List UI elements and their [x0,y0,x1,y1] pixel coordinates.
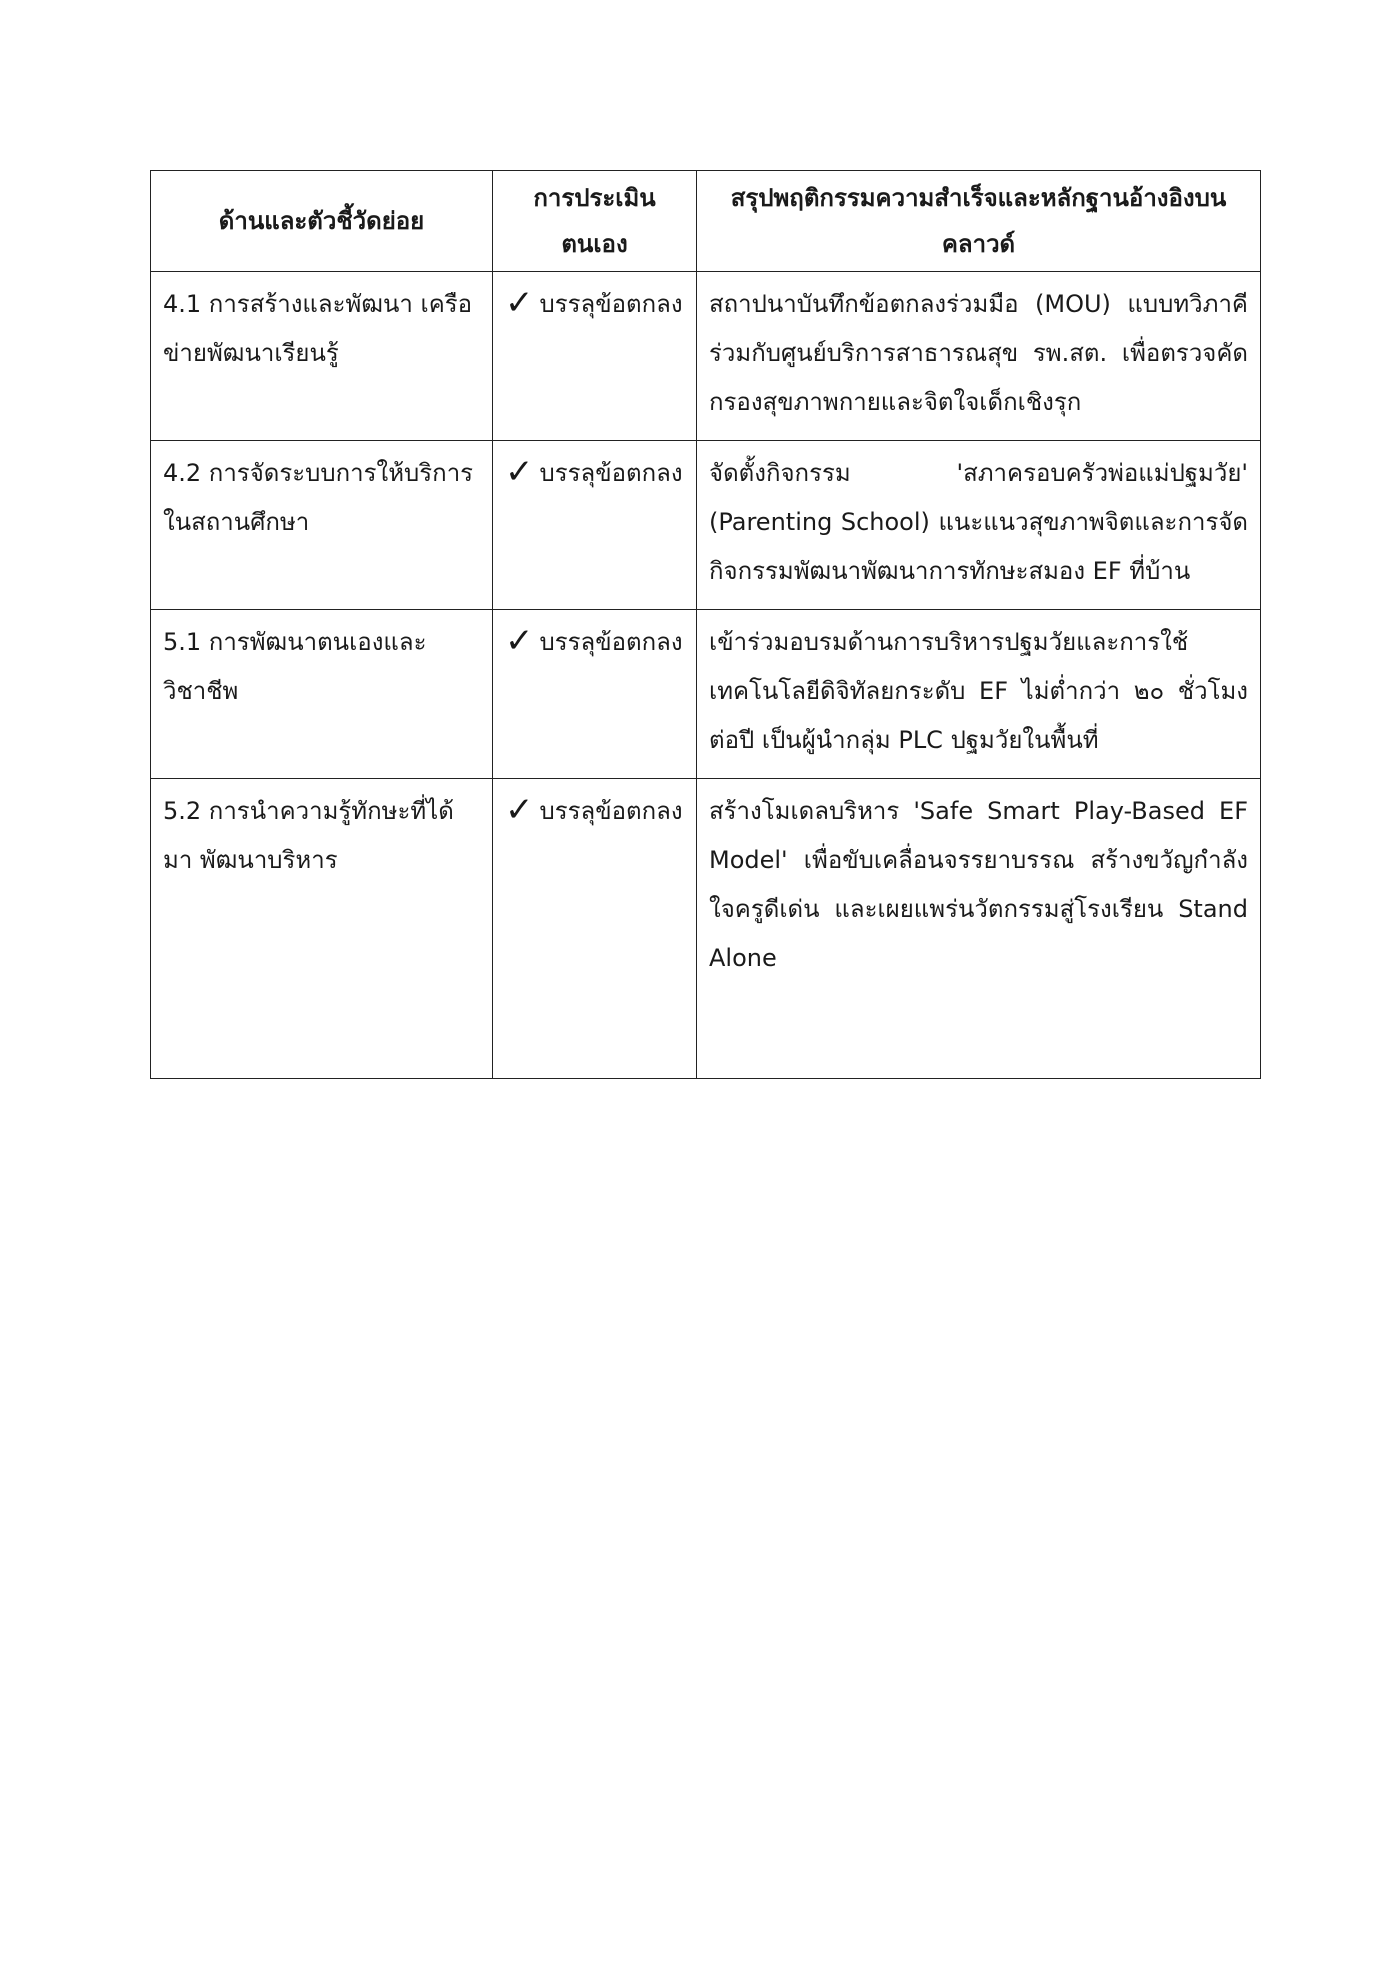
assessment-cell [493,610,697,779]
indicator-cell: 5.2 การนำความรู้ทักษะที่ได้มา พัฒนาบริหาร [151,779,493,1079]
header-self-assessment: การประเมิน ตนเอง [493,171,697,272]
summary-cell: จัดตั้งกิจกรรม 'สภาครอบครัวพ่อแม่ปฐมวัย' (Parenting School) แนะแนวสุขภาพจิตและการจัดกิจกรรมพัฒนาพัฒนาการทักษะสมอง EF ที่บ้าน [697,441,1261,610]
indicator-cell: 4.2 การจัดระบบการให้บริการ ในสถานศึกษา [151,441,493,610]
assessment-label: บรรลุข้อตกลง [539,797,683,825]
indicator-cell: 4.1 การสร้างและพัฒนา เครือข่ายพัฒนาเรียนรู้ [151,272,493,441]
table-row [151,610,1261,779]
header-indicator: ด้านและตัวชี้วัดย่อย [151,171,493,272]
table-header-row [151,171,1261,272]
check-icon: ✓ [505,790,534,830]
summary-cell: เข้าร่วมอบรมด้านการบริหารปฐมวัยและการใช้เทคโนโลยีดิจิทัลยกระดับ EF ไม่ต่ำกว่า ๒๐ ชั่วโมงต่อปี เป็นผู้นำกลุ่ม PLC ปฐมวัยในพื้นที่ [697,610,1261,779]
indicator-cell: 5.1 การพัฒนาตนเองและ วิชาชีพ [151,610,493,779]
check-icon: ✓ [505,283,534,323]
assessment-label: บรรลุข้อตกลง [539,628,683,656]
check-icon: ✓ [505,621,534,661]
assessment-label: บรรลุข้อตกลง [539,459,683,487]
table-row [151,272,1261,441]
summary-cell: สถาปนาบันทึกข้อตกลงร่วมมือ (MOU) แบบทวิภาคี ร่วมกับศูนย์บริการสาธารณสุข รพ.สต. เพื่อตรวจคัดกรองสุขภาพกายและจิตใจเด็กเชิงรุก [697,272,1261,441]
check-icon: ✓ [505,452,534,492]
header-summary: สรุปพฤติกรรมความสำเร็จและหลักฐานอ้างอิงบน คลาวด์ [697,171,1261,272]
assessment-table [150,170,1261,1079]
assessment-cell [493,441,697,610]
table-row [151,441,1261,610]
assessment-label: บรรลุข้อตกลง [539,290,683,318]
assessment-cell [493,272,697,441]
table-row [151,779,1261,1079]
assessment-cell [493,779,697,1079]
summary-cell: สร้างโมเดลบริหาร 'Safe Smart Play-Based EF Model' เพื่อขับเคลื่อนจรรยาบรรณ สร้างขวัญกำลังใจครูดีเด่น และเผยแพร่นวัตกรรมสู่โรงเรียน Stand Alone [697,779,1261,1079]
